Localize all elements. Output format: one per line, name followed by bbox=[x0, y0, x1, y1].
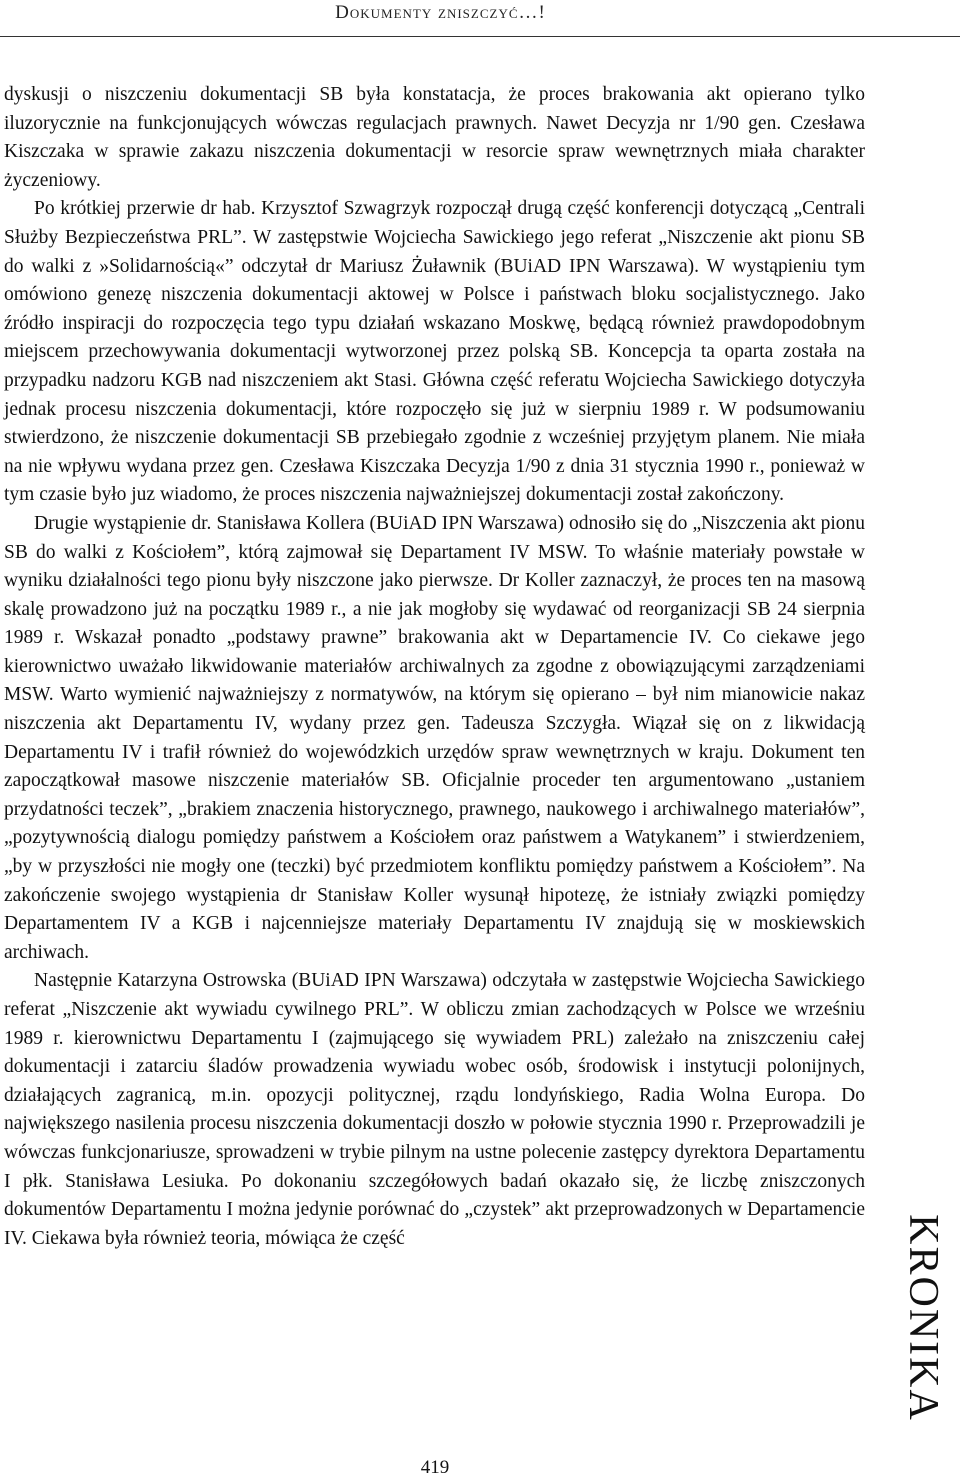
paragraph: Następnie Katarzyna Ostrowska (BUiAD IPN Warszawa) odczytała w zastępstwie Wojciecha Sawickiego referat „Niszczenie akt wywiadu cywilnego PRL”. W obliczu zmian zachodzących w Polsce we wrześniu 1989 r. kierownictwu Departamentu I (zajmującego się wywiadem PRL) zależało na zniszczeniu całej dokumentacji i zatarciu śladów prowadzenia wywiadu wobec osób, środowisk i instytucji polonijnych, działających zagranicą, m.in. opozycji politycznej, rządu londyńskiego, Radia Wolna Europa. Do największego nasilenia procesu niszczenia dokumentacji doszło w połowie stycznia 1990 r. Przeprowadzili je wówczas funkcjonariusze, sprowadzeni w trybie pilnym na ustne polecenie zastępcy dyrektora Departamentu I płk. Stanisława Lesiuka. Po dokonaniu szczegółowych badań okazało się, że liczbę zniszczonych dokumentów Departamentu I można jedynie porównać do „czystek” akt przeprowadzonych w Departamencie IV. Ciekawa była również teoria, mówiąca że część bbox=[4, 970, 865, 1249]
paragraph: Drugie wystąpienie dr. Stanisława Kollera (BUiAD IPN Warszawa) odnosiło się do „Niszczenia akt pionu SB do walki z Kościołem”, którą zajmował się Departament IV MSW. To właśnie materiały powstałe w wyniku działalności tego pionu były niszczone jako pierwsze. Dr Koller zaznaczył, że proces ten na masową skalę prowadzono już na początku 1989 r., a nie jak mogłoby się wydawać od reorganizacji SB 24 sierpnia 1989 r. Wskazał ponadto „podstawy prawne” brakowania akt w Departamencie IV. Co ciekawe jego kierownictwo uważało likwidowanie materiałów archiwalnych za zgodne z obowiązującymi zarządzeniami MSW. Warto wymienić najważniejszy z normatywów, na którym się opierano – był nim mianowicie nakaz niszczenia akt Departamentu IV, wydany przez gen. Tadeusza Szczygła. Wiązał się on z likwidacją Departamentu IV i trafił również do wojewódzkich urzędów spraw wewnętrznych w kraju. Dokument ten zapoczątkował masowe niszczenie materiałów SB. Oficjalnie proceder ten argumentowano „ustaniem przydatności teczek”, „brakiem znaczenia historycznego, prawnego, naukowego i archiwalnego materiałów”, „pozytywnością dialogu pomiędzy państwem a Kościołem oraz państwem a Watykanem” i stwierdzeniem, „by w przyszłości nie mogły one (teczki) być przedmiotem konfliktu pomiędzy państwem a Kościołem”. Na zakończenie swojego wystąpienia dr Stanisław Koller wysunął hipotezę, że istniały związki pomiędzy Departamentem IV a KGB i najcenniejsze materiały Departamentu IV znajdują się w moskiewskich archiwach. bbox=[4, 512, 865, 963]
running-header-title: Dokumenty zniszczyć…! bbox=[335, 2, 546, 23]
paragraph-continued: dyskusji o niszczeniu dokumentacji SB była konstatacja, że proces brakowania akt opierano tylko iluzorycznie na funkcjonujących wówczas regulacjach prawnych. Nawet Decyzja nr 1/90 gen. Czesława Kiszczaka w sprawie zakazu niszczenia dokumentacji w resorcie spraw wewnętrznych miała charakter życzeniowy. bbox=[4, 84, 865, 191]
running-header bbox=[0, 0, 960, 40]
paragraph: Po krótkiej przerwie dr hab. Krzysztof Szwagrzyk rozpoczął drugą część konferencji dotyczącą „Centrali Służby Bezpieczeństwa PRL”. W zastępstwie Wojciecha Sawickiego jego referat „Niszczenie akt pionu SB do walki z »Solidarnością«” odczytał dr Mariusz Żuławnik (BUiAD IPN Warszawa). W wystąpieniu tym omówiono genezę niszczenia dokumentacji aktowej w Polsce i państwach bloku socjalistycznego. Jako źródło inspiracji do rozpoczęcia tego typu działań wskazano Moskwę, będącą również prawdopodobnym miejscem przechowywania dokumentacji wytworzonej przez polską SB. Koncepcja ta oparta została na przypadku nadzoru KGB nad niszczeniem akt Stasi. Główna część referatu Wojciecha Sawickiego dotyczyła jednak procesu niszczenia dokumentacji, które rozpoczęło się już w sierpniu 1989 r. W podsumowaniu stwierdzono, że niszczenie dokumentacji SB przebiegało zgodnie z wcześniej przyjętym planem. Nie miała na nie wpływu wydana przez gen. Czesława Kiszczaka Decyzja 1/90 z dnia 31 stycznia 1990 r., ponieważ w tym czasie było juz wiadomo, że proces niszczenia najważniejszej dokumentacji został zakończony. bbox=[4, 198, 865, 506]
article-body bbox=[4, 81, 865, 1253]
page-number: 419 bbox=[420, 1457, 450, 1478]
section-side-label bbox=[893, 1213, 953, 1422]
header-divider bbox=[0, 36, 960, 37]
section-side-label-text: KRONIKA bbox=[900, 1213, 946, 1422]
